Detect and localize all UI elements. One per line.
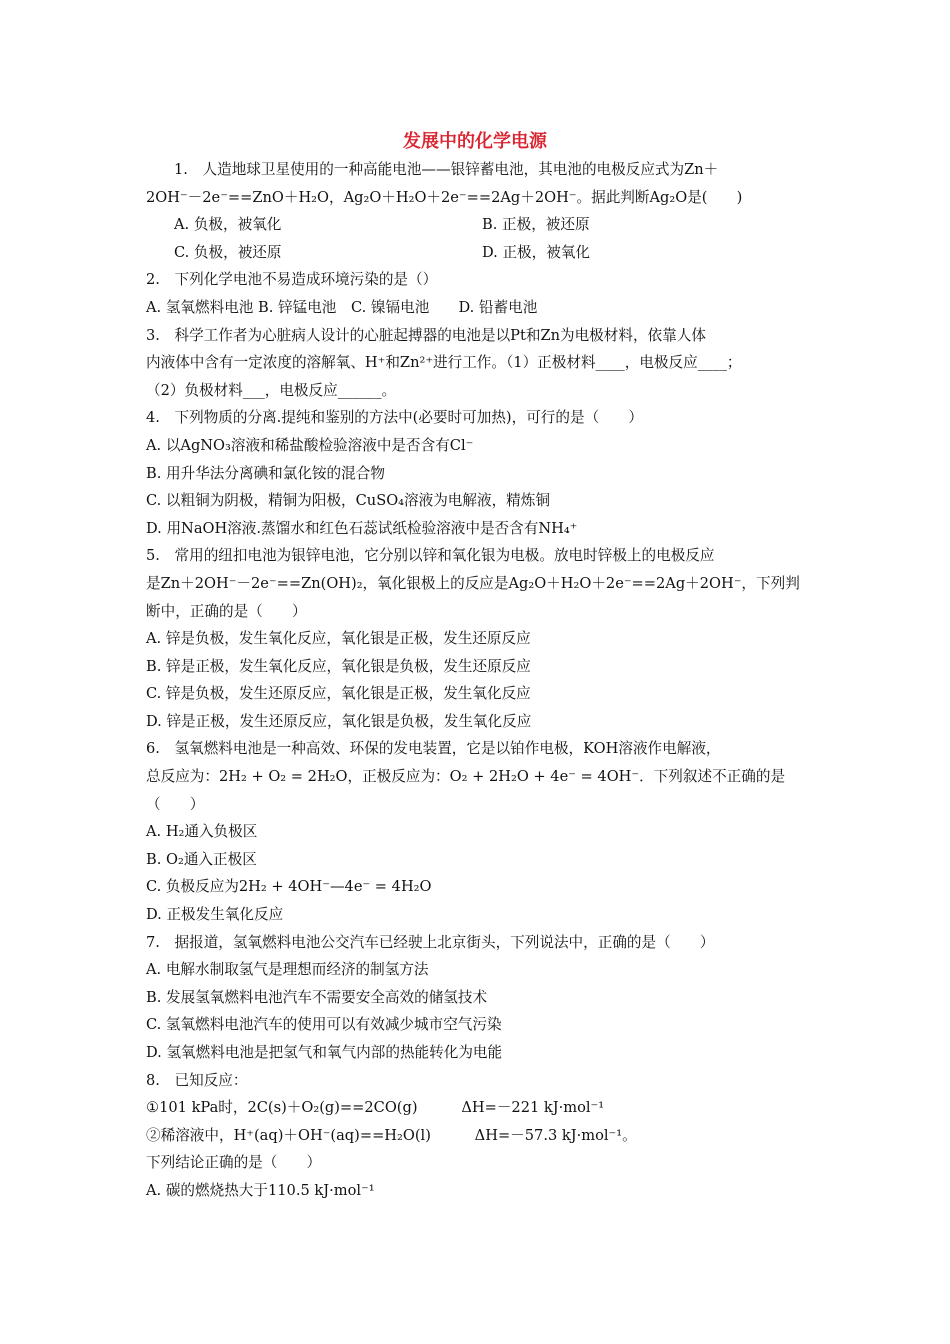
- text-line: C. 氢氧燃料电池汽车的使用可以有效减少城市空气污染: [146, 1016, 502, 1034]
- text-line: C. 以粗铜为阴极，精铜为阳极，CuSO₄溶液为电解液，精炼铜: [146, 492, 550, 510]
- option-a: A. 负极，被氧化: [174, 216, 282, 234]
- text-line: 6. 氢氧燃料电池是一种高效、环保的发电装置，它是以铂作电极，KOH溶液作电解液，: [146, 740, 721, 758]
- text-line: 内液体中含有一定浓度的溶解氧、H⁺和Zn²⁺进行工作。（1）正极材料____，电极反应____；: [146, 354, 742, 372]
- text-line: 7. 据报道，氢氧燃料电池公交汽车已经驶上北京街头，下列说法中，正确的是（ ）: [146, 933, 715, 951]
- question-body: [146, 156, 806, 1205]
- text-line: 5. 常用的纽扣电池为银锌电池，它分别以锌和氧化银为电极。放电时锌极上的电极反应: [146, 547, 715, 565]
- text-line: D. 正极发生氧化反应: [146, 906, 284, 924]
- text-line: 8. 已知反应：: [146, 1071, 248, 1089]
- text-line: （ ）: [146, 795, 205, 813]
- option-row: [146, 239, 806, 267]
- text-line: B. 用升华法分离碘和氯化铵的混合物: [146, 464, 385, 482]
- text-line: 2OH⁻－2e⁻==ZnO＋H₂O，Ag₂O＋H₂O＋2e⁻==2Ag＋2OH⁻。据此判断Ag₂O是( ): [146, 188, 743, 206]
- text-line: A. 锌是负极，发生氧化反应，氧化银是正极，发生还原反应: [146, 630, 531, 648]
- text-line: C. 负极反应为2H₂ + 4OH⁻—4e⁻ = 4H₂O: [146, 878, 432, 896]
- text-line: 3. 科学工作者为心脏病人设计的心脏起搏器的电池是以Pt和Zn为电极材料，依靠人体: [146, 326, 706, 344]
- text-line: B. O₂通入正极区: [146, 850, 257, 868]
- text-line: ②稀溶液中，H⁺(aq)＋OH⁻(aq)==H₂O(l) ΔH=－57.3 kJ·mol⁻¹。: [146, 1126, 637, 1144]
- option-row: [146, 211, 806, 239]
- text-line: 下列结论正确的是（ ）: [146, 1154, 322, 1172]
- page-title: 发展中的化学电源: [403, 131, 547, 152]
- text-line: 总反应为：2H₂ + O₂ = 2H₂O，正极反应为：O₂ + 2H₂O + 4e⁻ = 4OH⁻．下列叙述不正确的是: [146, 768, 786, 786]
- text-line: A. 氢氧燃料电池 B. 锌锰电池 C. 镍镉电池 D. 铅蓄电池: [146, 298, 538, 316]
- text-line: 4. 下列物质的分离.提纯和鉴别的方法中(必要时可加热)，可行的是（ ）: [146, 409, 643, 427]
- text-line: ①101 kPa时，2C(s)＋O₂(g)==2CO(g) ΔH=－221 kJ·mol⁻¹: [146, 1099, 605, 1117]
- text-line: A. 碳的燃烧热大于110.5 kJ·mol⁻¹: [146, 1181, 375, 1199]
- text-line: A. 电解水制取氢气是理想而经济的制氢方法: [146, 961, 429, 979]
- text-line: A. H₂通入负极区: [146, 823, 258, 841]
- text-line: 断中，正确的是（ ）: [146, 602, 307, 620]
- text-line: 1. 人造地球卫星使用的一种高能电池——银锌蓄电池，其电池的电极反应式为Zn＋: [174, 161, 719, 178]
- option-b: B. 正极，被还原: [482, 216, 590, 234]
- text-line: D. 用NaOH溶液.蒸馏水和红色石蕊试纸检验溶液中是否含有NH₄⁺: [146, 519, 578, 537]
- option-c: C. 负极，被还原: [174, 243, 282, 261]
- text-line: （2）负极材料___，电极反应______。: [146, 381, 397, 399]
- text-line: A. 以AgNO₃溶液和稀盐酸检验溶液中是否含有Cl⁻: [146, 436, 474, 454]
- text-line: B. 发展氢氧燃料电池汽车不需要安全高效的储氢技术: [146, 988, 488, 1006]
- option-d: D. 正极，被氧化: [482, 243, 591, 261]
- text-line: D. 锌是正极，发生还原反应，氧化银是负极，发生氧化反应: [146, 712, 532, 730]
- text-line: B. 锌是正极，发生氧化反应，氧化银是负极，发生还原反应: [146, 657, 531, 675]
- text-line: D. 氢氧燃料电池是把氢气和氧气内部的热能转化为电能: [146, 1044, 503, 1061]
- text-line: C. 锌是负极，发生还原反应，氧化银是正极，发生氧化反应: [146, 685, 531, 703]
- text-line: 是Zn＋2OH⁻－2e⁻==Zn(OH)₂，氧化银极上的反应是Ag₂O＋H₂O＋2e⁻==2Ag＋2OH⁻，下列判: [146, 574, 800, 592]
- text-line: 2. 下列化学电池不易造成环境污染的是（）: [146, 271, 438, 289]
